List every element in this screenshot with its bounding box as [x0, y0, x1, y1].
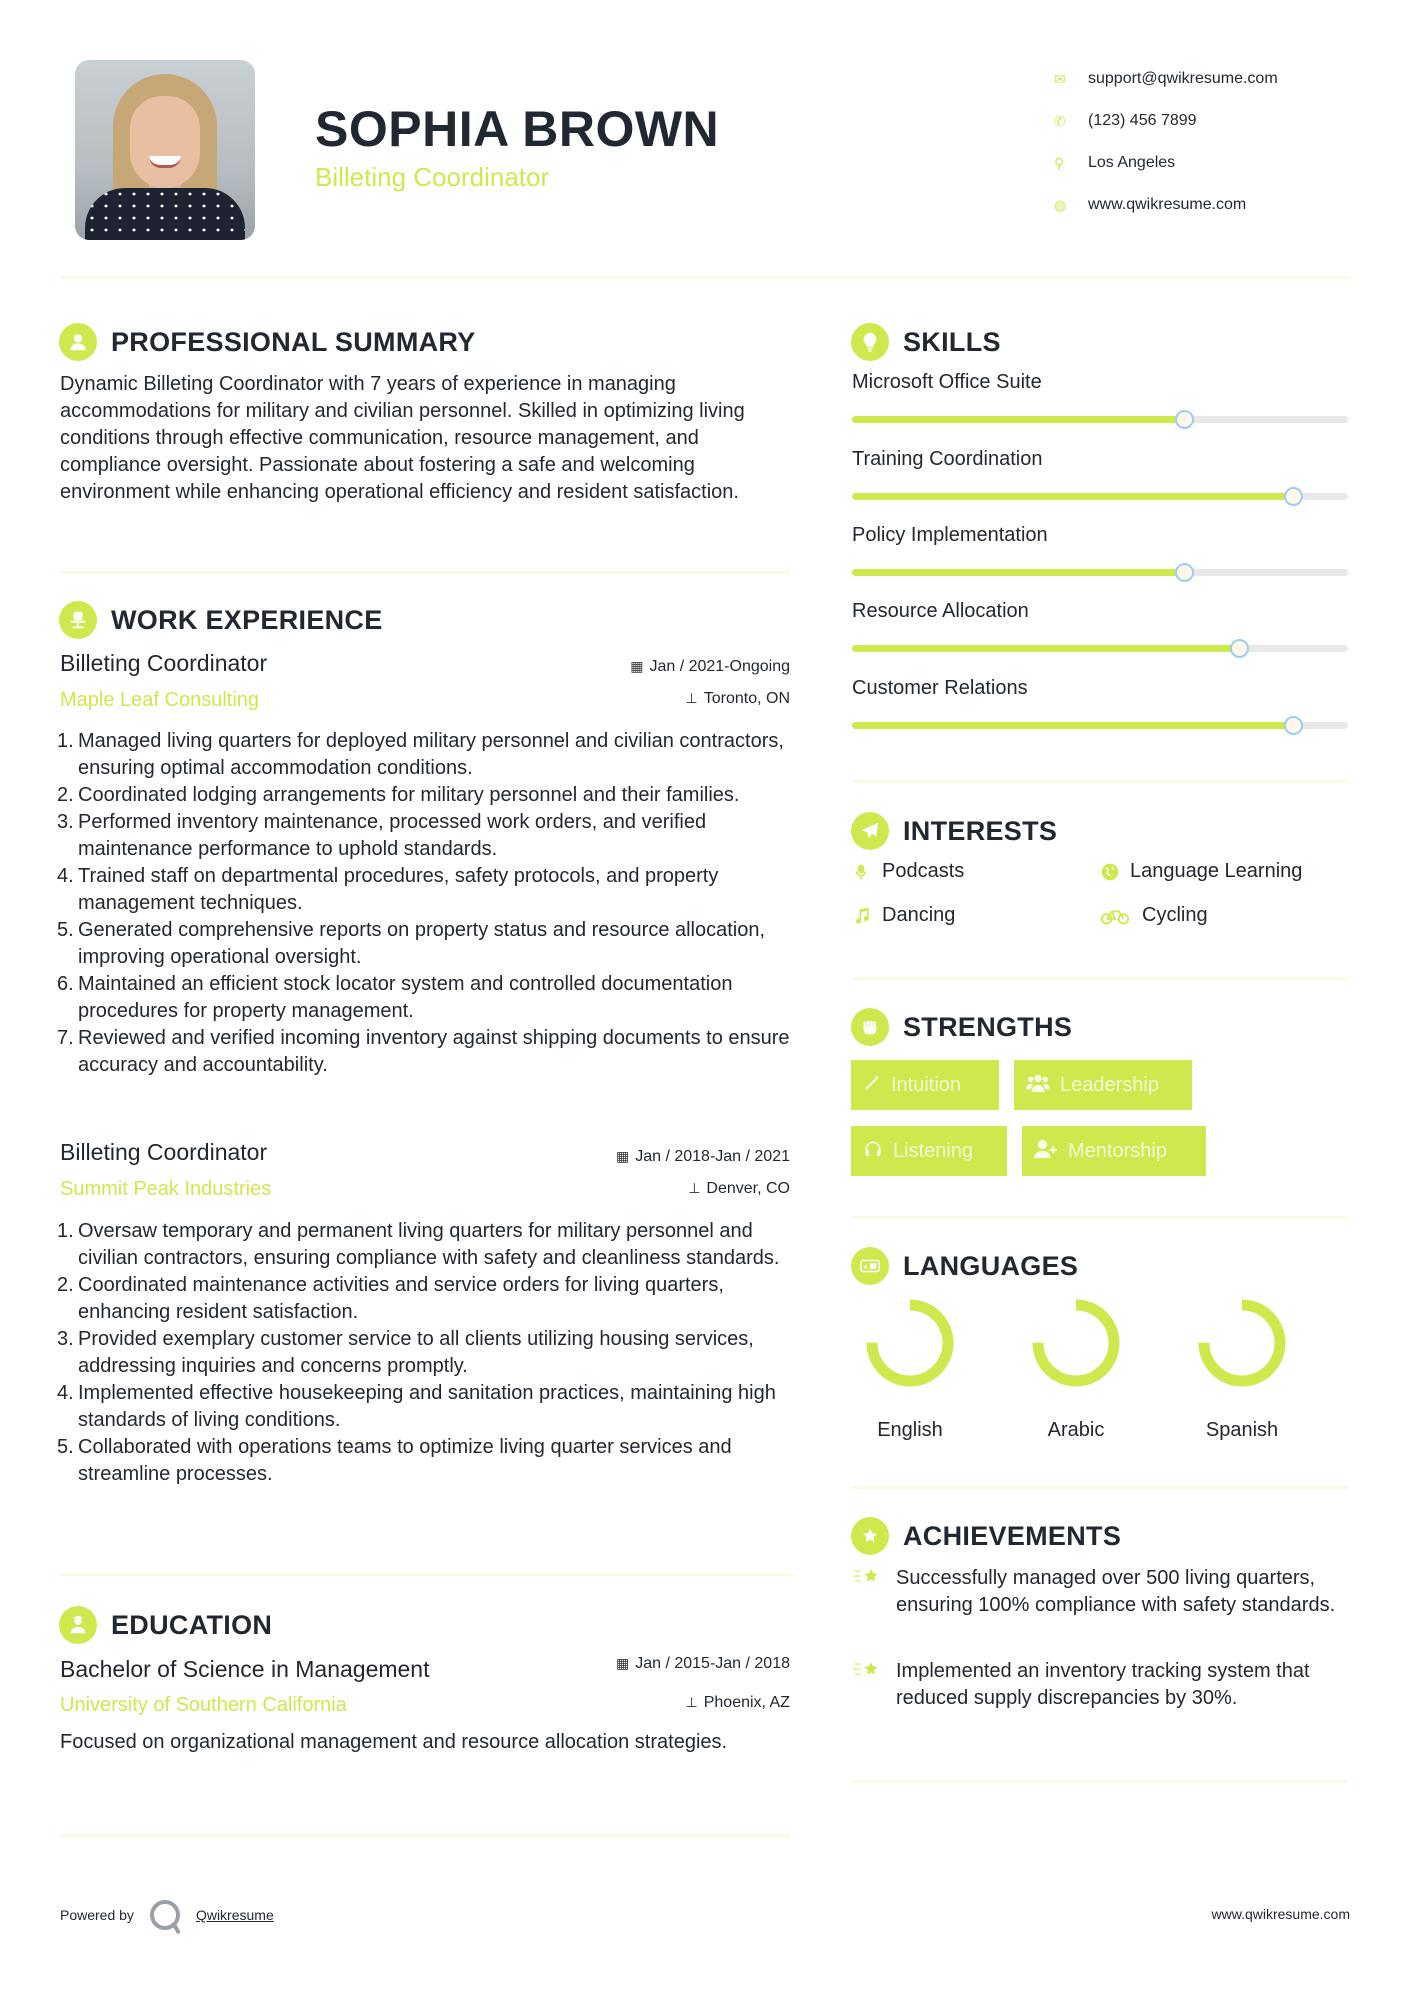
section-divider: [852, 1486, 1348, 1489]
graduate-icon: [59, 1606, 97, 1644]
job-company: Summit Peak Industries: [60, 1178, 272, 1200]
section-title: LANGUAGES: [903, 1250, 1079, 1281]
interest-item: [852, 860, 964, 883]
skill-slider-handle[interactable]: [1175, 563, 1194, 582]
degree-title: Bachelor of Science in Management: [60, 1656, 430, 1682]
bicycle-icon: [1100, 906, 1142, 926]
job-title: Billeting Coordinator: [60, 650, 268, 676]
job-location: [688, 1180, 790, 1198]
language-proficiency-ring: [1031, 1298, 1121, 1388]
svg-text:A: A: [863, 1263, 868, 1272]
interest-item: [852, 904, 955, 927]
calendar-icon: ▦: [630, 658, 644, 674]
job-bullet: 1. Oversaw temporary and permanent living quarters for military personnel and civilian contractors, ensuring compliance with safety and cleanliness standards.: [57, 1220, 780, 1269]
skill-item: [852, 448, 1348, 471]
job-dates-value: Jan / 2018-Jan / 2021: [635, 1148, 790, 1165]
education-dates: [616, 1655, 790, 1673]
pushpin-icon: ⊥: [685, 1694, 698, 1710]
globe-icon: [1100, 862, 1130, 882]
qwikresume-logo-icon: [150, 1900, 180, 1930]
interest-label: Cycling: [1142, 904, 1208, 926]
section-title: STRENGTHS: [903, 1011, 1073, 1042]
section-heading-experience: [59, 601, 383, 639]
skill-slider-handle[interactable]: [1230, 639, 1249, 658]
interest-label: Podcasts: [882, 860, 965, 882]
job-location-value: Toronto, ON: [703, 690, 790, 707]
interest-item: [1100, 904, 1208, 927]
skill-slider-handle[interactable]: [1284, 487, 1303, 506]
section-heading-interests: [851, 812, 1057, 850]
job-dates: [616, 1148, 790, 1166]
section-title: INTERESTS: [903, 815, 1058, 846]
section-heading-education: [59, 1606, 272, 1644]
job-bullet: 5. Collaborated with operations teams to optimize living quarter services and streamline processes.: [57, 1436, 732, 1485]
strength-label: Leadership: [1060, 1073, 1159, 1096]
job-bullet: 3. Performed inventory maintenance, processed work orders, and verified maintenance performance to uphold standards.: [57, 811, 707, 860]
globe-icon: ◍: [1054, 196, 1067, 213]
user-icon: [59, 323, 97, 361]
skill-slider-handle[interactable]: [1175, 410, 1194, 429]
profile-photo: [75, 60, 255, 240]
job-bullet: 2. Coordinated maintenance activities and service orders for living quarters, enhancing resident satisfaction.: [57, 1274, 724, 1323]
contact-email[interactable]: [1050, 58, 1380, 100]
language-label: Arabic: [1047, 1419, 1105, 1441]
section-divider: [60, 571, 790, 574]
skill-item: [852, 677, 1348, 700]
skill-fill: [852, 569, 1184, 576]
microphone-icon: [852, 863, 882, 881]
header-divider: [60, 276, 1350, 279]
job-bullet: 4. Trained staff on departmental procedures, safety protocols, and property management techniques.: [57, 865, 719, 914]
section-heading-skills: [851, 323, 1001, 361]
contact-location-value: Los Angeles: [1088, 154, 1176, 171]
powered-by-label: Powered by: [60, 1907, 134, 1923]
translate-icon: [851, 1247, 889, 1285]
candidate-name: SOPHIA BROWN: [315, 101, 720, 157]
job-bullet: 6. Maintained an efficient stock locator system and controlled documentation procedures for property management.: [57, 973, 733, 1022]
section-divider: [852, 780, 1348, 783]
star-badge-icon: [851, 1517, 889, 1555]
skill-fill: [852, 493, 1293, 500]
footer-website-link[interactable]: www.qwikresume.com: [1211, 1906, 1350, 1922]
strength-chip: [851, 1126, 1007, 1176]
job-bullet: 7. Reviewed and verified incoming inventory against shipping documents to ensure accuracy and accountability.: [57, 1027, 790, 1076]
contact-list: [1050, 58, 1380, 226]
lightbulb-icon: [851, 323, 889, 361]
job-dates: [630, 658, 790, 676]
shooting-star-icon: [852, 1565, 896, 1619]
education-location-value: Phoenix, AZ: [703, 1694, 790, 1711]
section-heading-achievements: [851, 1517, 1121, 1555]
shooting-star-icon: [852, 1658, 896, 1712]
contact-phone-value[interactable]: (123) 456 7899: [1088, 112, 1197, 129]
section-divider: [852, 977, 1348, 980]
envelope-icon: ✉: [1054, 70, 1066, 87]
language-label: Spanish: [1205, 1419, 1279, 1441]
users-icon: [1026, 1073, 1050, 1098]
skill-slider[interactable]: [852, 493, 1348, 500]
strength-chip: [1022, 1126, 1206, 1176]
job-bullet: 4. Implemented effective housekeeping and sanitation practices, maintaining high standards of living conditions.: [57, 1382, 776, 1431]
strength-label: Mentorship: [1068, 1139, 1167, 1162]
section-heading-summary: [59, 323, 476, 361]
section-divider: [60, 1834, 790, 1837]
section-divider: [852, 1216, 1348, 1219]
achievement-text: Successfully managed over 500 living quarters, ensuring 100% compliance with safety standards.: [896, 1567, 1336, 1616]
job-title: Billeting Coordinator: [60, 1139, 268, 1165]
skill-label: Training Coordination: [852, 448, 1043, 470]
section-heading-strengths: [851, 1008, 1072, 1046]
section-title: WORK EXPERIENCE: [111, 604, 383, 635]
education-location: [686, 1694, 790, 1712]
job-bullets: [57, 1218, 800, 1488]
user-plus-icon: [1034, 1139, 1058, 1164]
map-pin-icon: ⚲: [1054, 154, 1065, 171]
pushpin-icon: ⊥: [685, 690, 698, 706]
language-item: [855, 1298, 965, 1442]
magic-wand-icon: [863, 1074, 881, 1097]
job-dates-value: Jan / 2021-Ongoing: [649, 658, 790, 675]
achievement-item: [852, 1658, 1352, 1712]
skill-fill: [852, 416, 1184, 423]
strength-label: Listening: [893, 1139, 974, 1162]
calendar-icon: ▦: [615, 1655, 630, 1671]
strength-chip: [1014, 1060, 1192, 1110]
job-company: Maple Leaf Consulting: [60, 689, 260, 711]
section-title: SKILLS: [903, 326, 1001, 357]
contact-website-value[interactable]: www.qwikresume.com: [1088, 196, 1247, 213]
skill-fill: [852, 722, 1293, 729]
skill-item: [852, 600, 1348, 623]
skill-item: [852, 371, 1348, 394]
contact-email-value[interactable]: support@qwikresume.com: [1088, 70, 1278, 87]
skill-slider[interactable]: [852, 416, 1348, 423]
section-divider: [852, 1780, 1348, 1783]
skill-label: Policy Implementation: [852, 524, 1048, 546]
skill-slider-handle[interactable]: [1284, 716, 1303, 735]
summary-text: Dynamic Billeting Coordinator with 7 years of experience in managing accommodations for military and civilian personnel. Skilled in optimizing living conditions through effective communication, resource management, and compliance oversight. Passionate about fostering a safe and welcoming environment while enhancing operational efficiency and resident satisfaction.: [60, 373, 745, 503]
footer-powered-by: [60, 1900, 274, 1930]
skill-label: Resource Allocation: [852, 600, 1029, 622]
strength-chip: [851, 1060, 999, 1110]
job-location-value: Denver, CO: [706, 1180, 790, 1197]
language-proficiency-ring: [865, 1298, 955, 1388]
language-label: English: [877, 1419, 943, 1441]
achievement-text: Implemented an inventory tracking system that reduced supply discrepancies by 30%.: [896, 1660, 1310, 1709]
language-proficiency-ring: [1197, 1298, 1287, 1388]
office-chair-icon: [59, 601, 97, 639]
school-name: University of Southern California: [60, 1694, 347, 1716]
language-item: [1021, 1298, 1131, 1442]
candidate-title: Billeting Coordinator: [315, 162, 550, 192]
phone-icon: ✆: [1054, 112, 1066, 129]
job-bullets: [57, 728, 800, 1079]
skill-slider[interactable]: [852, 722, 1348, 729]
interest-label: Dancing: [882, 904, 956, 926]
section-title: PROFESSIONAL SUMMARY: [111, 326, 476, 357]
qwikresume-link[interactable]: Qwikresume: [195, 1907, 274, 1923]
contact-phone[interactable]: [1050, 100, 1380, 142]
interest-item: [1100, 860, 1302, 883]
photo-face: [130, 96, 200, 188]
pushpin-icon: ⊥: [688, 1180, 701, 1196]
section-heading-languages: [851, 1247, 1078, 1285]
language-item: [1187, 1298, 1297, 1442]
fist-icon: [851, 1008, 889, 1046]
headphones-icon: [863, 1139, 883, 1164]
section-divider: [60, 1573, 790, 1576]
skill-label: Customer Relations: [852, 677, 1028, 699]
job-bullet: 5. Generated comprehensive reports on property status and resource allocation, improving operational oversight.: [57, 919, 766, 968]
paper-plane-icon: [851, 812, 889, 850]
skill-slider[interactable]: [852, 569, 1348, 576]
section-title: EDUCATION: [111, 1609, 273, 1640]
skill-slider[interactable]: [852, 645, 1348, 652]
education-description: Focused on organizational management and resource allocation strategies.: [60, 1731, 728, 1753]
job-bullet: 1. Managed living quarters for deployed military personnel and civilian contractors, ensuring optimal accommodation conditions.: [57, 730, 784, 779]
skill-item: [852, 524, 1348, 547]
education-dates-value: Jan / 2015-Jan / 2018: [635, 1655, 790, 1672]
skill-fill: [852, 645, 1239, 652]
music-note-icon: [852, 906, 882, 926]
contact-location: [1050, 142, 1380, 184]
section-title: ACHIEVEMENTS: [903, 1520, 1122, 1551]
job-bullet: 3. Provided exemplary customer service to all clients utilizing housing services, addressing inquiries and concerns promptly.: [57, 1328, 754, 1377]
strength-label: Intuition: [891, 1073, 962, 1096]
contact-website[interactable]: [1050, 184, 1380, 226]
photo-shirt: [85, 188, 245, 240]
interest-label: Language Learning: [1130, 860, 1303, 882]
job-bullet: 2. Coordinated lodging arrangements for military personnel and their families.: [57, 784, 740, 806]
calendar-icon: ▦: [615, 1148, 630, 1164]
job-location: [686, 690, 790, 708]
skill-label: Microsoft Office Suite: [852, 371, 1042, 393]
achievement-item: [852, 1565, 1352, 1619]
